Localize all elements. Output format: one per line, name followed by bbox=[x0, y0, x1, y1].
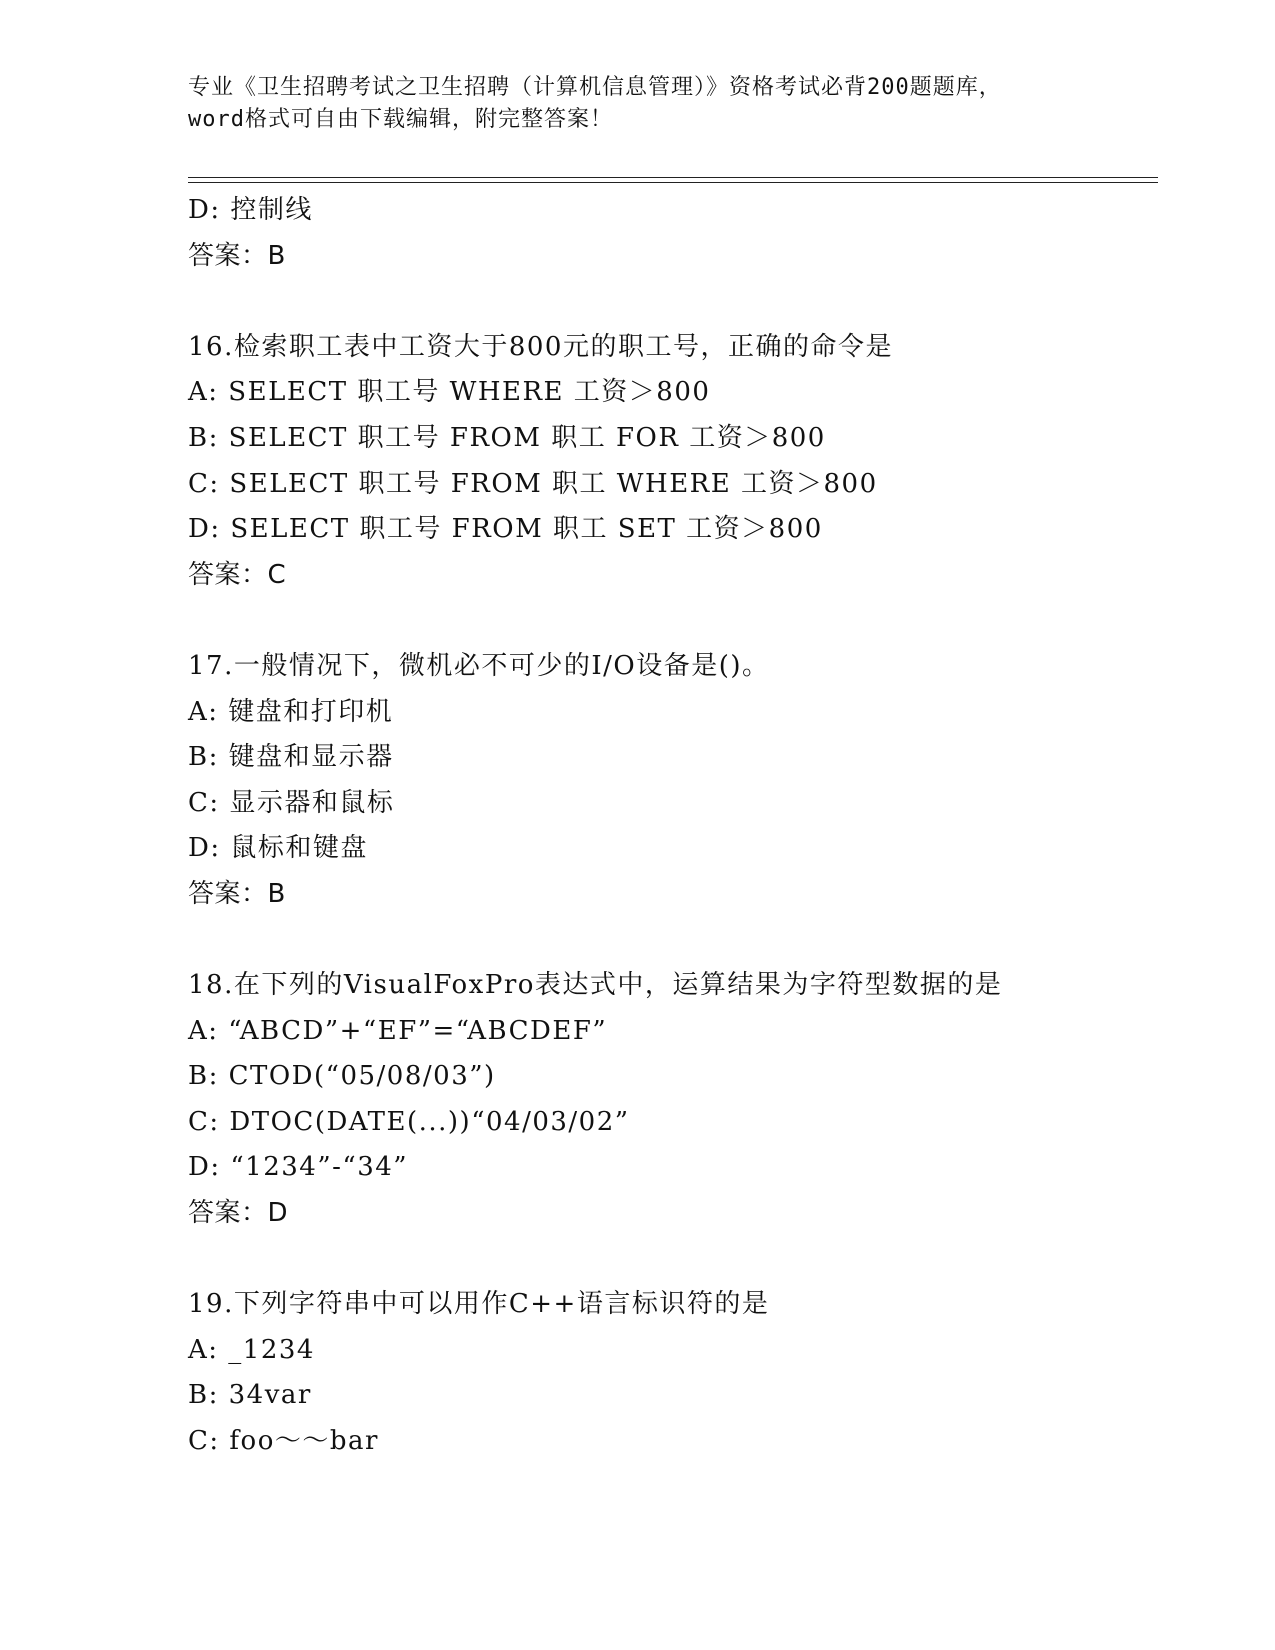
prev-question-option-d: D: 控制线 bbox=[188, 195, 313, 225]
spacer bbox=[188, 279, 1148, 325]
question-18-text: 18.在下列的VisualFoxPro表达式中，运算结果为字符型数据的是 bbox=[188, 970, 1003, 1001]
question-18-option-b: B: CTOD(“05/08/03”) bbox=[188, 1061, 496, 1092]
question-17-text: 17.一般情况下，微机必不可少的I/O设备是()。 bbox=[188, 650, 770, 681]
question-19-option-c: C: foo～～bar bbox=[188, 1426, 379, 1457]
spacer bbox=[188, 598, 1148, 644]
question-17-option-c: C: 显示器和鼠标 bbox=[188, 787, 395, 818]
question-18-answer: 答案：D bbox=[188, 1198, 289, 1229]
question-16-answer: 答案：C bbox=[188, 559, 287, 590]
document-header bbox=[188, 72, 1088, 136]
header-divider-bottom bbox=[188, 182, 1158, 183]
header-line-1: 专业《卫生招聘考试之卫生招聘（计算机信息管理）》资格考试必背200题题库， bbox=[188, 75, 1002, 100]
question-19-option-b: B: 34var bbox=[188, 1380, 312, 1411]
question-19-text: 19.下列字符串中可以用作C++语言标识符的是 bbox=[188, 1289, 770, 1320]
spacer bbox=[188, 918, 1148, 964]
question-18-option-c: C: DTOC(DATE(...))“04/03/02” bbox=[188, 1106, 630, 1137]
question-17-option-b: B: 键盘和显示器 bbox=[188, 742, 394, 773]
question-17-answer: 答案：B bbox=[188, 878, 286, 909]
question-16-text: 16.检索职工表中工资大于800元的职工号，正确的命令是 bbox=[188, 331, 893, 362]
header-line-2: word格式可自由下载编辑，附完整答案！ bbox=[188, 107, 613, 132]
question-19-option-a: A: _1234 bbox=[188, 1334, 315, 1365]
question-18-option-a: A: “ABCD”+“EF”=“ABCDEF” bbox=[188, 1015, 608, 1046]
question-list bbox=[188, 188, 1148, 1465]
spacer bbox=[188, 1237, 1148, 1283]
question-16-option-b: B: SELECT 职工号 FROM 职工 FOR 工资＞800 bbox=[188, 422, 826, 453]
question-18-option-d: D: “1234”-“34” bbox=[188, 1152, 409, 1183]
question-17-option-d: D: 鼠标和键盘 bbox=[188, 833, 368, 864]
question-17-option-a: A: 键盘和打印机 bbox=[188, 696, 394, 727]
header-divider-top bbox=[188, 177, 1158, 178]
question-16-option-d: D: SELECT 职工号 FROM 职工 SET 工资＞800 bbox=[188, 514, 823, 545]
prev-question-answer: 答案：B bbox=[188, 240, 286, 271]
question-16-option-c: C: SELECT 职工号 FROM 职工 WHERE 工资＞800 bbox=[188, 468, 878, 499]
question-16-option-a: A: SELECT 职工号 WHERE 工资＞800 bbox=[188, 377, 711, 408]
